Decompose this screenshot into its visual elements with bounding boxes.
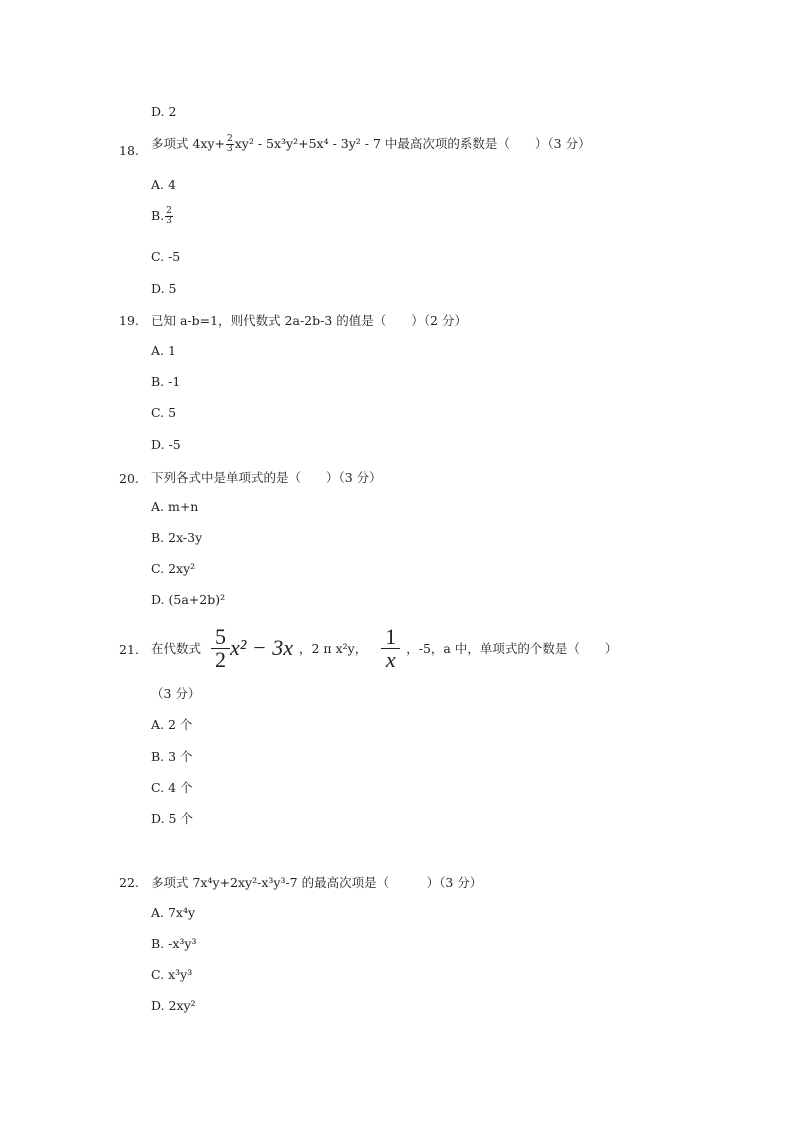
q21-fraction2-denominator: x — [385, 646, 396, 672]
q18-number: 18. — [119, 143, 139, 158]
q20-option-b[interactable]: B. 2x-3y — [151, 530, 203, 545]
q18-option-b[interactable] — [151, 207, 174, 226]
q18-option-d[interactable]: D. 5 — [151, 281, 177, 296]
q20-stem: 下列各式中是单项式的是（ ）（3 分） — [151, 470, 382, 485]
q21-expression-tail: x² − 3x — [230, 635, 293, 660]
q18-fraction-numerator: 2 — [227, 134, 233, 144]
q19-stem: 已知 a-b=1，则代数式 2a-2b-3 的值是（ ）（2 分） — [151, 313, 467, 328]
q18-option-b-denominator: 3 — [166, 216, 172, 226]
q21-stem-part3: ，-5，a 中，单项式的个数是（ ） — [406, 641, 618, 656]
q22-option-b[interactable]: B. -x³y³ — [151, 936, 197, 951]
q18-stem-part2: xy² - 5x³y²+5x⁴ - 3y² - 7 中最高次项的系数是（ ）（3 分） — [234, 136, 591, 151]
q21-fraction1-denominator: 2 — [215, 646, 227, 672]
q21-stem-part1: 在代数式 — [151, 641, 202, 656]
q21-fraction1-numerator: 5 — [211, 626, 230, 649]
q22-number: 22. — [119, 875, 139, 890]
q17-option-d[interactable]: D. 2 — [151, 104, 177, 119]
q18-option-b-numerator: 2 — [166, 206, 172, 216]
q22-option-c[interactable]: C. x³y³ — [151, 967, 193, 982]
q21-option-c[interactable]: C. 4 个 — [151, 780, 193, 795]
q20-option-c[interactable]: C. 2xy² — [151, 561, 196, 576]
q22-stem: 多项式 7x⁴y+2xy²-x³y³-7 的最高次项是（ ）（3 分） — [151, 875, 483, 890]
q18-option-b-fraction — [165, 207, 173, 226]
q19-number: 19. — [119, 313, 139, 328]
q21-option-d[interactable]: D. 5 个 — [151, 811, 193, 826]
q19-option-c[interactable]: C. 5 — [151, 405, 177, 420]
q21-fraction-five-halves — [211, 623, 230, 672]
q22-option-d[interactable]: D. 2xy² — [151, 998, 196, 1013]
q19-option-a[interactable]: A. 1 — [151, 343, 176, 358]
q22-option-a[interactable]: A. 7x⁴y — [151, 905, 196, 920]
q21-fraction-one-over-x — [381, 623, 400, 672]
q21-score: （3 分） — [151, 686, 201, 701]
q21-option-b[interactable]: B. 3 个 — [151, 749, 193, 764]
q18-option-c[interactable]: C. -5 — [151, 249, 181, 264]
q21-number: 21. — [119, 642, 139, 657]
q19-option-d[interactable]: D. -5 — [151, 437, 181, 452]
q19-option-b[interactable]: B. -1 — [151, 374, 181, 389]
q20-number: 20. — [119, 471, 139, 486]
q18-fraction — [226, 135, 234, 154]
q20-option-d[interactable]: D. (5a+2b)² — [151, 592, 226, 607]
q18-stem — [151, 134, 591, 154]
q21-fraction2-numerator: 1 — [381, 626, 400, 649]
q18-stem-part1: 多项式 4xy+ — [151, 136, 226, 151]
q18-option-a[interactable]: A. 4 — [151, 177, 176, 192]
q21-stem-part2: ，2 π x²y， — [299, 641, 368, 656]
q21-option-a[interactable]: A. 2 个 — [151, 717, 193, 732]
q18-option-b-prefix: B. — [151, 208, 165, 223]
q18-fraction-denominator: 3 — [227, 144, 233, 154]
q21-stem — [151, 620, 617, 676]
q20-option-a[interactable]: A. m+n — [151, 499, 199, 514]
